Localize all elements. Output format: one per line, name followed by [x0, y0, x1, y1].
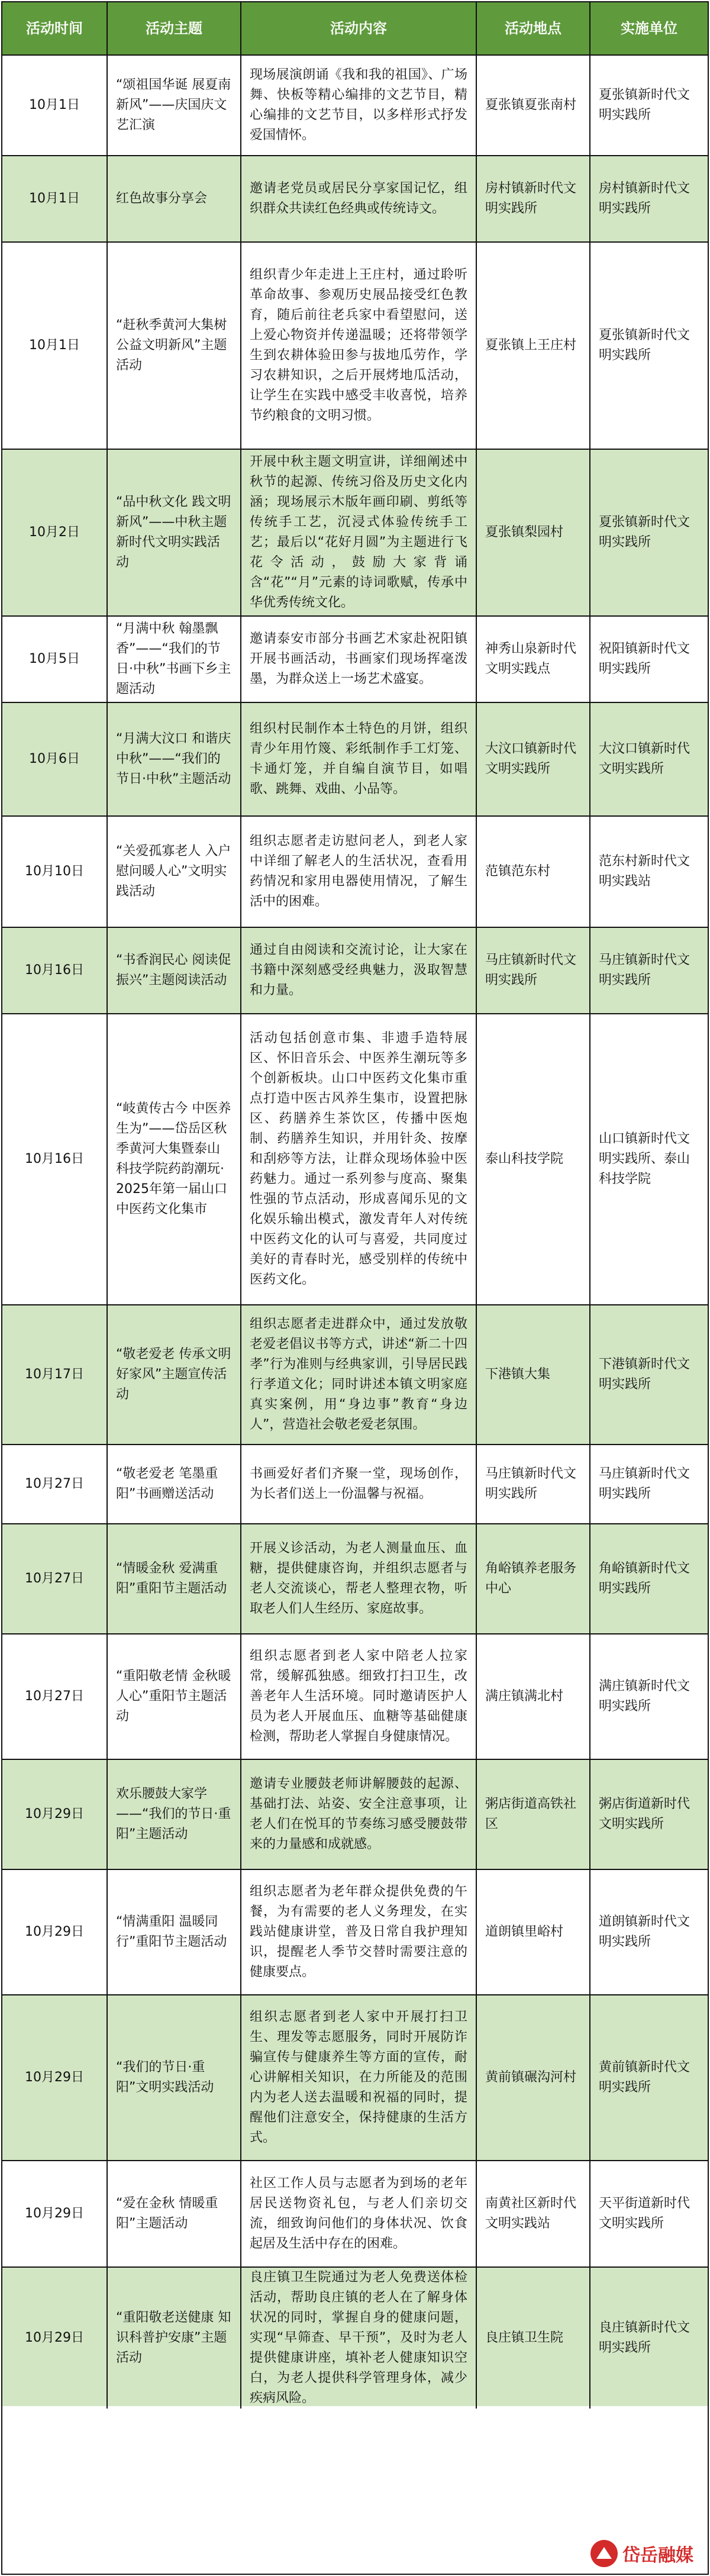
table-row: [2, 56, 708, 156]
row-organizer: 房村镇新时代文明实践所: [599, 181, 690, 216]
table-header-row: [2, 2, 708, 56]
row-location: 范镇范东村: [477, 817, 590, 927]
row-location: 马庄镇新时代文明实践所: [477, 928, 590, 1013]
table-row: [2, 617, 708, 703]
header-date: 活动时间: [2, 2, 108, 54]
table-row: [2, 1634, 708, 1760]
table-row: [2, 2268, 708, 2406]
row-theme: “关爱孤寡老人 入户慰问暖人心”文明实践活动: [108, 817, 241, 927]
row-organizer: 夏张镇新时代文明实践所: [599, 515, 690, 550]
row-date: 10月27日: [2, 1524, 108, 1633]
row-date: 10月10日: [2, 817, 108, 927]
row-theme: “颂祖国华诞 展夏南新风”——庆国庆文艺汇演: [108, 56, 241, 155]
row-theme: “敬老爱老 笔墨重阳”书画赠送活动: [108, 1445, 241, 1523]
row-content: 组织志愿者到老人家中开展打扫卫生、理发等志愿服务，同时开展防诈骗宣传与健康养生等方面的宣传，耐心讲解相关知识，在力所能及的范围内为老人送去温暖和祝福的同时，提醒他们注意安全，保持健康的生活方式。: [241, 1995, 477, 2160]
row-date: 10月2日: [2, 450, 108, 615]
row-content: 邀请老党员或居民分享家国记忆，组织群众共读红色经典或传统诗文。: [241, 156, 477, 241]
row-organizer: 下港镇新时代文明实践所: [599, 1357, 690, 1392]
table-row: [2, 703, 708, 817]
row-location: 夏张镇夏张南村: [477, 56, 590, 155]
row-location: 南黄社区新时代文明实践站: [477, 2161, 590, 2267]
row-organizer: 天平街道新时代文明实践所: [599, 2196, 690, 2231]
row-content: 邀请专业腰鼓老师讲解腰鼓的起源、基础打法、站姿、安全注意事项，让老人们在悦耳的节奏练习感受腰鼓带来的力量感和成就感。: [241, 1760, 477, 1869]
row-date: 10月29日: [2, 1870, 108, 1994]
watermark-text: 岱岳融媒: [622, 2545, 693, 2566]
row-theme: “品中秋文化 践文明新风”——中秋主题新时代文明实践活动: [108, 450, 241, 615]
header-organizer: 实施单位: [590, 2, 708, 54]
row-location: 神秀山泉新时代文明实践点: [477, 617, 590, 702]
row-date: 10月16日: [2, 1014, 108, 1304]
table-row: [2, 243, 708, 450]
row-theme: “重阳敬老情 金秋暖人心”重阳节主题活动: [108, 1634, 241, 1759]
row-date: 10月1日: [2, 56, 108, 155]
row-location: 房村镇新时代文明实践所: [477, 156, 590, 241]
activity-table: [1, 1, 709, 2575]
row-location: 粥店街道高铁社区: [477, 1760, 590, 1869]
table-row: [2, 1524, 708, 1634]
row-content: 开展义诊活动，为老人测量血压、血糖，提供健康咨询，并组织志愿者与老人交流谈心，帮老人整理衣物，听取老人们人生经历、家庭故事。: [241, 1524, 477, 1633]
row-content: 邀请泰安市部分书画艺术家赴祝阳镇开展书画活动，书画家们现场挥毫泼墨，为群众送上一场艺术盛宴。: [241, 617, 477, 702]
row-date: 10月27日: [2, 1445, 108, 1523]
table-row: [2, 1445, 708, 1524]
header-content: 活动内容: [241, 2, 477, 54]
row-organizer: 马庄镇新时代文明实践所: [599, 953, 690, 988]
row-location: 道朗镇里峪村: [477, 1870, 590, 1994]
row-content: 组织村民制作本土特色的月饼，组织青少年用竹篾、彩纸制作手工灯笼、卡通灯笼，并自编自演节目，如唱歌、跳舞、戏曲、小品等。: [241, 703, 477, 815]
row-content: 组织青少年走进上王庄村，通过聆听革命故事、参观历史展品接受红色教育，随后前往老兵家中看望慰问，送上爱心物资并传递温暖；还将带领学生到农耕体验田参与拔地瓜劳作，学习农耕知识，之后开展烤地瓜活动，让学生在实践中感受丰收喜悦，培养节约粮食的文明习惯。: [241, 243, 477, 449]
row-location: 角峪镇养老服务中心: [477, 1524, 590, 1633]
table-row: [2, 450, 708, 617]
row-location: 马庄镇新时代文明实践所: [477, 1445, 590, 1523]
row-location: 下港镇大集: [477, 1305, 590, 1444]
row-date: 10月17日: [2, 1305, 108, 1444]
row-date: 10月27日: [2, 1634, 108, 1759]
row-location: 满庄镇满北村: [477, 1634, 590, 1759]
row-content: 开展中秋主题文明宣讲，详细阐述中秋节的起源、传统习俗及历史文化内涵；现场展示木版年画印刷、剪纸等传统手工艺，沉浸式体验传统手工艺；最后以“花好月圆”为主题进行飞花令活动，鼓励大家背诵含“花”“月”元素的诗词歌赋，传承中华优秀传统文化。: [241, 450, 477, 615]
row-content: 活动包括创意市集、非遗手造特展区、怀旧音乐会、中医养生潮玩等多个创新板块。山口中医药文化集市重点打造中医古风养生集市，设置把脉区、药膳养生茶饮区，传播中医炮制、药膳养生知识，并用针灸、按摩和刮痧等方法，让群众现场体验中医药魅力。通过一系列参与度高、聚集性强的节点活动，形成喜闻乐见的文化娱乐输出模式，激发青年人对传统中医药文化的认可与喜爱，共同度过美好的青春时光，感受别样的传统中医药文化。: [241, 1014, 477, 1304]
row-location: 夏张镇梨园村: [477, 450, 590, 615]
row-location: 泰山科技学院: [477, 1014, 590, 1304]
row-content: 书画爱好者们齐聚一堂，现场创作，为长者们送上一份温馨与祝福。: [241, 1445, 477, 1523]
row-theme: “月满大汶口 和谐庆中秋”——“我们的节日·中秋”主题活动: [108, 703, 241, 815]
row-organizer: 夏张镇新时代文明实践所: [599, 328, 690, 363]
row-location: 良庄镇卫生院: [477, 2268, 590, 2409]
row-content: 社区工作人员与志愿者为到场的老年居民送物资礼包，与老人们亲切交流，细致询问他们的身体状况、饮食起居及生活中存在的困难。: [241, 2161, 477, 2267]
row-theme: “月满中秋 翰墨飘香”——“我们的节日·中秋”书画下乡主题活动: [108, 617, 241, 702]
row-organizer: 夏张镇新时代文明实践所: [599, 88, 690, 122]
table-row: [2, 1870, 708, 1995]
table-row: [2, 156, 708, 243]
header-theme: 活动主题: [108, 2, 241, 54]
row-theme: “书香润民心 阅读促振兴”主题阅读活动: [108, 928, 241, 1013]
row-organizer: 良庄镇新时代文明实践所: [599, 2320, 690, 2355]
row-date: 10月29日: [2, 1995, 108, 2160]
row-organizer: 满庄镇新时代文明实践所: [599, 1679, 690, 1714]
row-date: 10月1日: [2, 156, 108, 241]
row-content: 现场展演朗诵《我和我的祖国》、广场舞、快板等精心编排的文艺节目，精心编排的文艺节目，以多样形式抒发爱国情怀。: [241, 56, 477, 155]
dai-yue-media-logo-icon: [590, 2540, 618, 2567]
table-row: [2, 1014, 708, 1305]
row-organizer: 黄前镇新时代文明实践所: [599, 2060, 690, 2095]
header-location: 活动地点: [477, 2, 590, 54]
row-date: 10月5日: [2, 617, 108, 702]
row-content: 良庄镇卫生院通过为老人免费送体检活动，帮助良庄镇的老人在了解身体状况的同时，掌握自身的健康问题，实现“早筛查、早干预”，及时为老人提供健康讲座，填补老人健康知识空白，为老人提供科学管理身体，减少疾病风险。: [241, 2268, 477, 2409]
row-theme: 欢乐腰鼓大家学——“我们的节日·重阳”主题活动: [108, 1760, 241, 1869]
row-content: 组织志愿者为老年群众提供免费的午餐，为有需要的老人义务理发，在实践站健康讲堂，普及日常自我护理知识，提醒老人季节交替时需要注意的健康要点。: [241, 1870, 477, 1994]
row-location: 大汶口镇新时代文明实践所: [477, 703, 590, 815]
table-row: [2, 1995, 708, 2161]
row-content: 组织志愿者走进群众中，通过发放敬老爱老倡议书等方式，讲述“新二十四孝”行为准则与经典家训，引导居民践行孝道文化；同时讲述本镇文明家庭真实案例，用“身边事”教育“身边人”，营造社会敬老爱老氛围。: [241, 1305, 477, 1444]
row-date: 10月29日: [2, 2268, 108, 2409]
row-organizer: 大汶口镇新时代文明实践所: [599, 741, 690, 776]
row-theme: “情满重阳 温暖同行”重阳节主题活动: [108, 1870, 241, 1994]
table-row: [2, 1760, 708, 1870]
table-row: [2, 928, 708, 1014]
row-theme: “重阳敬老送健康 知识科普护安康”主题活动: [108, 2268, 241, 2409]
row-theme: “情暖金秋 爱满重阳”重阳节主题活动: [108, 1524, 241, 1633]
row-theme: “我们的节日·重阳”文明实践活动: [108, 1995, 241, 2160]
row-date: 10月6日: [2, 703, 108, 815]
table-row: [2, 817, 708, 928]
row-date: 10月29日: [2, 1760, 108, 1869]
row-organizer: 祝阳镇新时代文明实践所: [599, 641, 690, 676]
row-date: 10月1日: [2, 243, 108, 449]
row-organizer: 角峪镇新时代文明实践所: [599, 1561, 690, 1596]
row-organizer: 范东村新时代文明实践站: [599, 854, 690, 889]
row-organizer: 山口镇新时代文明实践所、泰山科技学院: [599, 1131, 690, 1187]
row-location: 黄前镇碾沟河村: [477, 1995, 590, 2160]
watermark: [586, 2536, 704, 2571]
table-row: [2, 1305, 708, 1445]
row-content: 组织志愿者到老人家中陪老人拉家常，缓解孤独感。细致打扫卫生，改善老年人生活环境。同时邀请医护人员为老人开展血压、血糖等基础健康检测，帮助老人掌握自身健康情况。: [241, 1634, 477, 1759]
row-organizer: 粥店街道新时代文明实践所: [599, 1797, 690, 1832]
row-organizer: 马庄镇新时代文明实践所: [599, 1466, 690, 1501]
row-theme: “敬老爱老 传承文明好家风”主题宣传活动: [108, 1305, 241, 1444]
row-date: 10月16日: [2, 928, 108, 1013]
row-theme: 红色故事分享会: [108, 156, 241, 241]
row-theme: “爱在金秋 情暖重阳”主题活动: [108, 2161, 241, 2267]
row-organizer: 道朗镇新时代文明实践所: [599, 1914, 690, 1949]
table-row: [2, 2161, 708, 2268]
row-theme: “赶秋季黄河大集树公益文明新风”主题活动: [108, 243, 241, 449]
row-location: 夏张镇上王庄村: [477, 243, 590, 449]
row-content: 通过自由阅读和交流讨论，让大家在书籍中深刻感受经典魅力，汲取智慧和力量。: [241, 928, 477, 1013]
row-content: 组织志愿者走访慰问老人，到老人家中详细了解老人的生活状况，查看用药情况和家用电器使用情况，了解生活中的困难。: [241, 817, 477, 927]
row-theme: “岐黄传古今 中医养生为”——岱岳区秋季黄河大集暨泰山科技学院药韵潮玩·2025年第一届山口中医药文化集市: [108, 1014, 241, 1304]
row-date: 10月29日: [2, 2161, 108, 2267]
